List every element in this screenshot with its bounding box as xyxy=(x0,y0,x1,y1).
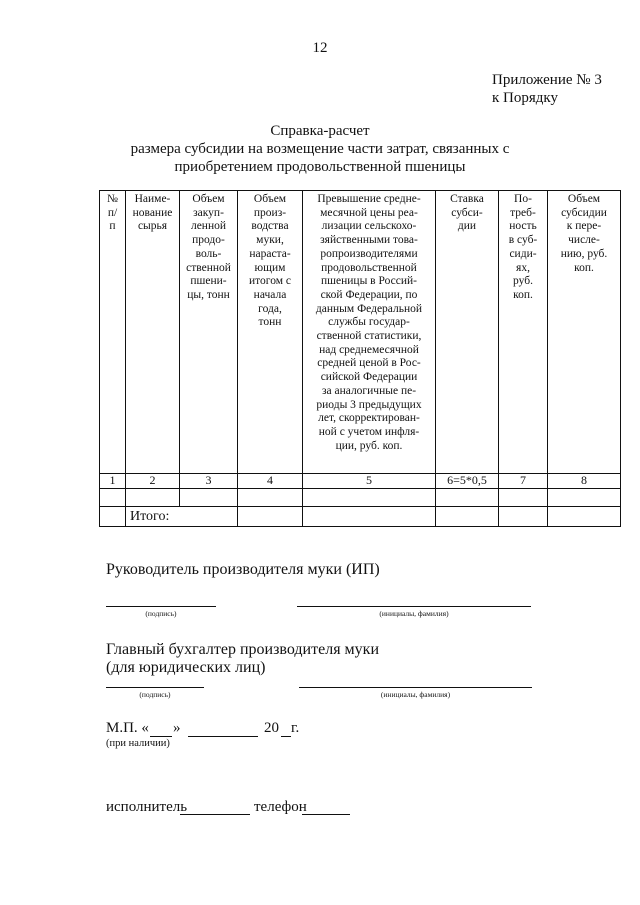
header-line: Ставка xyxy=(450,193,484,205)
header-line: года, xyxy=(258,302,282,315)
header-line: Объем xyxy=(253,193,287,205)
header-line: руб. xyxy=(513,275,533,288)
header-line: п/ xyxy=(107,206,118,219)
appendix-reference xyxy=(492,71,602,107)
head-signature-title: Руководитель производителя муки (ИП) xyxy=(106,561,380,578)
table-cell[interactable] xyxy=(303,489,436,507)
header-line: итогом с xyxy=(249,275,291,288)
header-line: закуп- xyxy=(193,206,224,219)
column-number: 6=5*0,5 xyxy=(436,474,499,489)
table-cell[interactable] xyxy=(238,489,303,507)
phone-line[interactable] xyxy=(302,814,350,815)
header-line: средней ценой в Рос- xyxy=(317,357,421,370)
header-line: ющим xyxy=(254,261,286,274)
phone-label: телефон xyxy=(254,799,307,815)
header-line: сийской Федерации xyxy=(320,371,418,384)
header-line: По- xyxy=(514,193,532,205)
header-line: продо- xyxy=(192,234,225,247)
header-line: риоды 3 предыдущих xyxy=(316,398,422,411)
accountant-title-line-1: Главный бухгалтер производителя муки xyxy=(106,641,380,658)
date-year-line[interactable] xyxy=(281,736,291,737)
header-cell xyxy=(436,191,499,474)
header-line: продовольственной xyxy=(321,261,417,274)
head-name-caption: (инициалы, фамилия) xyxy=(379,609,449,618)
header-line: нию, руб. xyxy=(560,247,608,260)
stamp-quote-close: » xyxy=(173,720,181,736)
stamp-mp-label: М.П. « xyxy=(106,720,149,736)
header-cell xyxy=(499,191,548,474)
year-suffix: г. xyxy=(291,720,300,736)
header-line: над среднемесячной xyxy=(319,343,419,356)
table-cell[interactable] xyxy=(436,507,499,527)
header-line: п xyxy=(109,220,116,233)
table-cell[interactable] xyxy=(548,489,621,507)
column-number: 3 xyxy=(180,474,238,489)
calculation-table xyxy=(99,190,621,527)
header-line: нараста- xyxy=(249,247,291,260)
accountant-signature-title xyxy=(106,641,379,677)
header-cell xyxy=(548,191,621,474)
total-row xyxy=(100,507,621,527)
table-cell[interactable] xyxy=(303,507,436,527)
header-line: ственной xyxy=(186,261,231,274)
header-line: ции, руб. коп. xyxy=(335,439,403,452)
header-line: воль- xyxy=(195,247,222,260)
header-cell xyxy=(180,191,238,474)
header-line: к пере- xyxy=(566,220,602,233)
table-cell[interactable] xyxy=(100,489,126,507)
header-cell xyxy=(303,191,436,474)
column-number: 7 xyxy=(499,474,548,489)
header-line: ропроизводителями xyxy=(320,247,418,260)
header-line: ленной xyxy=(190,220,227,233)
header-line: пшеницы в Россий- xyxy=(321,275,417,288)
table-cell[interactable] xyxy=(238,507,303,527)
header-line: лизации сельскохо- xyxy=(321,220,417,233)
table-cell[interactable] xyxy=(436,489,499,507)
appendix-line-1: Приложение № 3 xyxy=(492,72,602,88)
table-row xyxy=(100,489,621,507)
header-line: за аналогичные пе- xyxy=(321,384,417,397)
head-signature-line[interactable] xyxy=(106,606,216,607)
header-line: цы, тонн xyxy=(187,288,230,301)
header-line: Объем xyxy=(192,193,225,205)
header-line: начала xyxy=(253,288,287,301)
table-cell[interactable] xyxy=(548,507,621,527)
appendix-line-2: к Порядку xyxy=(492,90,558,106)
header-line: ской Федерации, по xyxy=(320,288,418,301)
accountant-title-line-2: (для юридических лиц) xyxy=(106,659,266,676)
date-day-line[interactable] xyxy=(150,736,172,737)
header-line: пшени- xyxy=(190,275,227,288)
header-line: числе- xyxy=(568,234,600,247)
header-cell xyxy=(238,191,303,474)
year-prefix: 20 xyxy=(264,720,279,736)
header-line: тонн xyxy=(258,316,282,329)
column-number-row xyxy=(100,474,621,489)
header-line: сырья xyxy=(137,220,168,233)
table-cell[interactable] xyxy=(180,489,238,507)
executor-line[interactable] xyxy=(180,814,250,815)
header-line: муки, xyxy=(256,234,284,247)
column-number: 1 xyxy=(100,474,126,489)
header-line: в суб- xyxy=(508,234,538,247)
header-line: субси- xyxy=(451,206,483,219)
column-number: 8 xyxy=(548,474,621,489)
header-line: ях, xyxy=(516,261,530,274)
column-number: 2 xyxy=(126,474,180,489)
head-signature-caption: (подпись) xyxy=(145,609,177,618)
title-line-3: приобретением продовольственной пшеницы xyxy=(174,159,466,175)
header-line: коп. xyxy=(574,261,594,274)
date-month-line[interactable] xyxy=(188,736,258,737)
column-number: 4 xyxy=(238,474,303,489)
accountant-signature-line[interactable] xyxy=(106,687,204,688)
page-number: 12 xyxy=(312,40,328,56)
header-cell xyxy=(100,191,126,474)
header-line: лет, скорректирован- xyxy=(318,412,420,425)
header-cell xyxy=(126,191,180,474)
accountant-name-caption: (инициалы, фамилия) xyxy=(380,690,451,699)
head-name-line[interactable] xyxy=(297,606,531,607)
table-cell xyxy=(100,507,126,527)
header-line: Наиме- xyxy=(134,193,171,205)
table-header-row xyxy=(100,191,621,474)
header-line: месячной цены реа- xyxy=(320,206,418,219)
title-line-2: размера субсидии на возмещение части затрат, связанных с xyxy=(130,141,510,157)
header-line: треб- xyxy=(510,206,536,219)
stamp-note: (при наличии) xyxy=(106,738,170,749)
table-cell[interactable] xyxy=(126,489,180,507)
header-line: данным Федеральной xyxy=(315,302,423,315)
header-line: дии xyxy=(457,220,477,233)
header-line: Объем xyxy=(567,193,601,205)
header-line: субсидии xyxy=(561,206,607,219)
header-line: сиди- xyxy=(509,247,537,260)
accountant-name-line[interactable] xyxy=(299,687,532,688)
header-line: зяйственными това- xyxy=(320,234,418,247)
accountant-signature-caption: (подпись) xyxy=(139,690,171,699)
executor-label: исполнитель xyxy=(106,799,188,815)
header-line: ственной статистики, xyxy=(316,330,422,343)
header-line: коп. xyxy=(513,288,533,301)
header-line: произ- xyxy=(253,206,287,219)
total-label: Итого: xyxy=(126,507,238,527)
table-cell[interactable] xyxy=(499,507,548,527)
header-line: службы государ- xyxy=(328,316,410,329)
column-number: 5 xyxy=(303,474,436,489)
header-line: ность xyxy=(509,220,537,233)
header-line: нование xyxy=(132,206,173,219)
header-line: ной с учетом инфля- xyxy=(318,425,420,438)
header-line: № xyxy=(107,193,118,205)
header-line: Превышение средне- xyxy=(317,193,421,205)
document-title xyxy=(80,122,560,176)
title-line-1: Справка-расчет xyxy=(270,123,370,139)
header-line: водства xyxy=(251,220,289,233)
table-cell[interactable] xyxy=(499,489,548,507)
